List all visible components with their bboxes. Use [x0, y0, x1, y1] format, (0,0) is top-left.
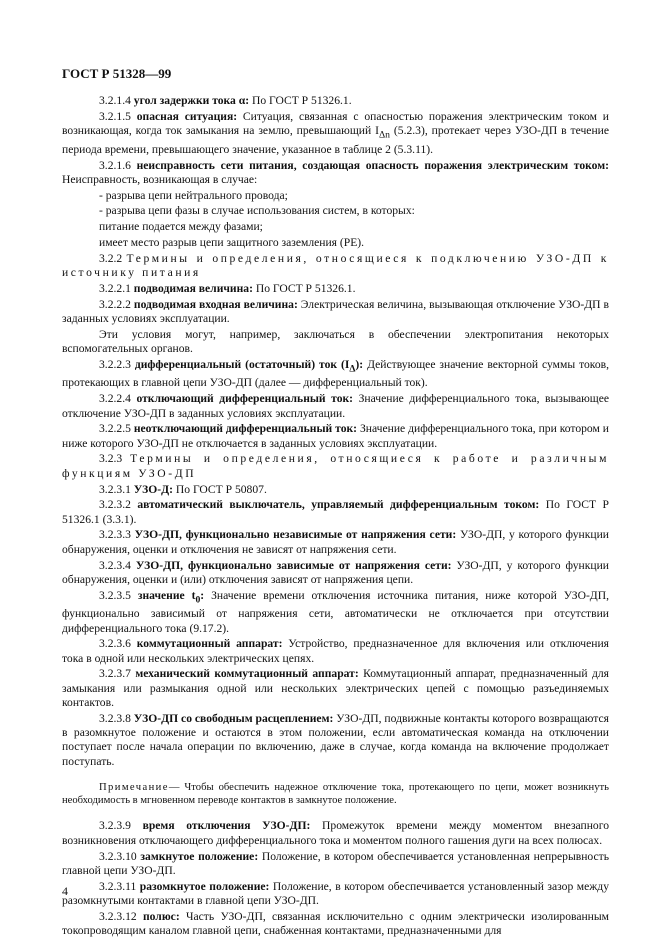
clause-paragraph [62, 236, 609, 250]
term-subscript: 0 [195, 593, 201, 605]
clause-paragraph [62, 282, 609, 296]
clause-paragraph [62, 422, 609, 451]
definition-text: Положение, в котором обеспечивается установленный зазор между разомкнутыми контактами в главной цепи УЗО-ДП. [62, 879, 609, 907]
note-paragraph [62, 781, 609, 807]
term: отключающий дифференциальный ток: [136, 392, 354, 406]
term-suffix: ): [355, 357, 364, 371]
term: УЗО-Д: [133, 482, 173, 496]
definition-text: Устройство, предназначенное для включения или отключения тока в одной или нескольких электрических цепях. [62, 637, 610, 665]
definition-text: Эти условия могут, например, заключаться в обеспечении электропитания некоторых вспомогательных органов. [62, 327, 609, 356]
clause-number: 3.2.3.8 [99, 711, 131, 725]
term: опасная ситуация: [136, 109, 238, 123]
definition-text: По ГОСТ Р 51326.1. [252, 281, 356, 295]
clause-paragraph [62, 189, 609, 203]
clause-paragraph [62, 910, 609, 939]
term: время отключения УЗО-ДП: [142, 819, 311, 833]
clause-number: 3.2.3.7 [99, 667, 131, 681]
clause-number: 3.2.3.1 [99, 482, 131, 496]
definition-text: УЗО-ДП, у которого функции обнаружения, оценки и (или) отключения зависят от напряжения цепи. [62, 558, 609, 586]
clause-number: 3.2.2.3 [99, 357, 131, 371]
term: неисправность сети питания, создающая опасность поражения электрическим током: [136, 158, 609, 172]
definition-text: (5.2.3), протекает через УЗО-ДП в течение периода времени, превышающего значение, указанное в таблице 2 (5.3.11). [62, 124, 609, 156]
term: УЗО-ДП со свободным расцеплением: [133, 711, 334, 725]
definition-text: Значение дифференциального тока, вызывающее отключение УЗО-ДП в заданных условиях эксплуатации. [62, 392, 609, 420]
definition-text: Значение дифференциального тока, при котором и ниже которого УЗО-ДП не отключается в заданных условиях эксплуатации. [62, 422, 609, 450]
clause-number: 3.2.2.1 [99, 281, 131, 295]
term: УЗО-ДП, функционально независимые от напряжения сети: [134, 528, 457, 542]
clause-paragraph [62, 483, 609, 497]
definition-text: Положение, в котором обеспечивается установленная непрерывность главной цепи УЗО-ДП. [62, 849, 610, 877]
clause-paragraph [62, 712, 609, 769]
definition-text: По ГОСТ Р 51326.1 (3.3.1). [62, 498, 609, 526]
clause-number: 3.2.2.4 [99, 392, 131, 406]
clause-paragraph [62, 667, 609, 710]
clause-number: 3.2.3.4 [99, 558, 131, 572]
term: коммутационный аппарат: [136, 637, 283, 651]
section-heading: Термины и определения, относящиеся к работе и различным функциям УЗО-ДП [62, 452, 610, 480]
term-subscript: Δ [349, 363, 356, 375]
term: механический коммутационный аппарат: [135, 667, 359, 681]
definition-text: Значение времени отключения источника питания, ниже которой УЗО-ДП, функционально зависимый от напряжения сети, автоматически не отключается при отсутствии дифференциального тока (9.17.2). [62, 588, 609, 635]
term: дифференциальный (остаточный) ток (I [134, 357, 350, 371]
term: подводимая входная величина: [133, 297, 298, 311]
clause-paragraph [62, 880, 609, 909]
clause-number: 3.2.1.6 [99, 158, 131, 172]
section-heading: Термины и определения, относящиеся к подключению УЗО-ДП к источнику питания [62, 251, 609, 280]
clause-paragraph [62, 94, 609, 108]
term: неотключающий дифференциальный ток: [133, 422, 358, 436]
term: замкнутое положение: [140, 849, 259, 863]
term: УЗО-ДП, функционально зависимые от напряжения сети: [135, 558, 452, 572]
document-header: ГОСТ Р 51328—99 [62, 66, 172, 81]
clause-paragraph [62, 392, 609, 421]
page-number: 4 [62, 884, 68, 898]
note-label: Примечание [99, 782, 169, 793]
definition-text: По ГОСТ Р 51326.1. [249, 94, 352, 107]
clause-number: 3.2.3 [99, 452, 123, 466]
clause-number: 3.2.3.9 [99, 819, 131, 833]
definition-text: Электрическая величина, вызывающая отключение УЗО-ДП в заданных условиях эксплуатации. [62, 297, 609, 325]
definition-text: По ГОСТ Р 50807. [173, 482, 267, 496]
term: значение t [137, 588, 196, 602]
definition-text: Действующее значение векторной суммы токов, протекающих в главной цепи УЗО-ДП (далее — дифференциальный ток). [62, 357, 609, 390]
clause-paragraph [62, 220, 609, 234]
clause-number: 3.2.3.5 [99, 588, 131, 602]
clause-number: 3.2.3.2 [99, 498, 131, 512]
clause-number: 3.2.1.5 [99, 109, 131, 123]
definition-text: УЗО-ДП, у которого функции обнаружения, оценки и отключения не зависят от напряжения сети. [62, 528, 609, 556]
clause-paragraph [62, 159, 609, 188]
term: разомкнутое положение: [139, 879, 270, 893]
clause-paragraph [62, 498, 609, 527]
note-text: — Чтобы обеспечить надежное отключение тока, протекающего по цепи, может возникнуть необходимость в мгновенном переводе контактов в замкнутое положение. [62, 782, 609, 807]
clause-paragraph [62, 850, 609, 879]
clause-paragraph [62, 589, 609, 636]
clause-number: 3.2.3.10 [99, 849, 137, 863]
term-suffix: : [200, 588, 205, 602]
clause-paragraph [62, 252, 609, 281]
clause-number: 3.2.3.11 [99, 879, 137, 893]
definition-text: УЗО-ДП, подвижные контакты которого возвращаются в разомкнутое положение и остаются в этом положении, если автоматическая команда на отключении поступает после начала операции по включению, даже в случае, когда команда на включение продолжает поступать. [62, 711, 609, 768]
clause-paragraph [62, 637, 609, 666]
definition-text: Неисправность, возникающая в случае: [62, 172, 258, 186]
definition-text: Коммутационный аппарат, предназначенный для замыкания или размыкания одной или нескольких электрических цепей с помощью разъединяемых контактов. [62, 667, 609, 710]
clause-number: 3.2.2.2 [99, 297, 131, 311]
clause-number: 3.2.3.12 [99, 909, 137, 923]
definition-text: имеет место разрыв цепи защитного заземления (РЕ). [99, 235, 365, 249]
definition-text: питание подается между фазами; [99, 220, 263, 234]
clause-paragraph [62, 819, 609, 848]
clause-paragraph [62, 328, 609, 357]
clause-paragraph [62, 559, 609, 588]
definition-text: - разрыва цепи нейтрального провода; [99, 188, 288, 202]
clause-number: 3.2.2.5 [99, 422, 131, 436]
clause-number: 3.2.1.4 [99, 94, 131, 107]
clause-paragraph [62, 298, 609, 327]
clause-number: 3.2.2 [99, 251, 123, 265]
clause-paragraph [62, 528, 609, 557]
definition-text: Ситуация, связанная с опасностью поражения электрическим током и возникающая, когда ток замыкания на землю, превышающий I [62, 109, 609, 138]
clause-number: 3.2.3.6 [99, 637, 131, 651]
clause-paragraph [62, 452, 609, 481]
symbol-subscript: Δn [378, 129, 390, 141]
term: угол задержки тока α: [133, 94, 250, 107]
term: подводимая величина: [133, 281, 253, 295]
clause-paragraph [62, 204, 609, 218]
term: полюс: [142, 909, 180, 923]
clause-paragraph [62, 358, 609, 391]
clause-number: 3.2.3.3 [99, 528, 131, 542]
document-body [62, 94, 609, 940]
definition-text: Промежуток времени между моментом внезапного возникновения отключающего дифференциального тока и моментом полного гашения дуги на всех полюсах. [62, 819, 609, 847]
term: автоматический выключатель, управляемый дифференциальным током: [137, 498, 540, 512]
definition-text: - разрыва цепи фазы в случае использования систем, в которых: [99, 204, 415, 218]
clause-paragraph [62, 110, 609, 157]
definition-text: Часть УЗО-ДП, связанная исключительно с одним электрически изолированным токопроводящим каналом главной цепи, снабженная контактами, предназначенными для [62, 909, 610, 937]
